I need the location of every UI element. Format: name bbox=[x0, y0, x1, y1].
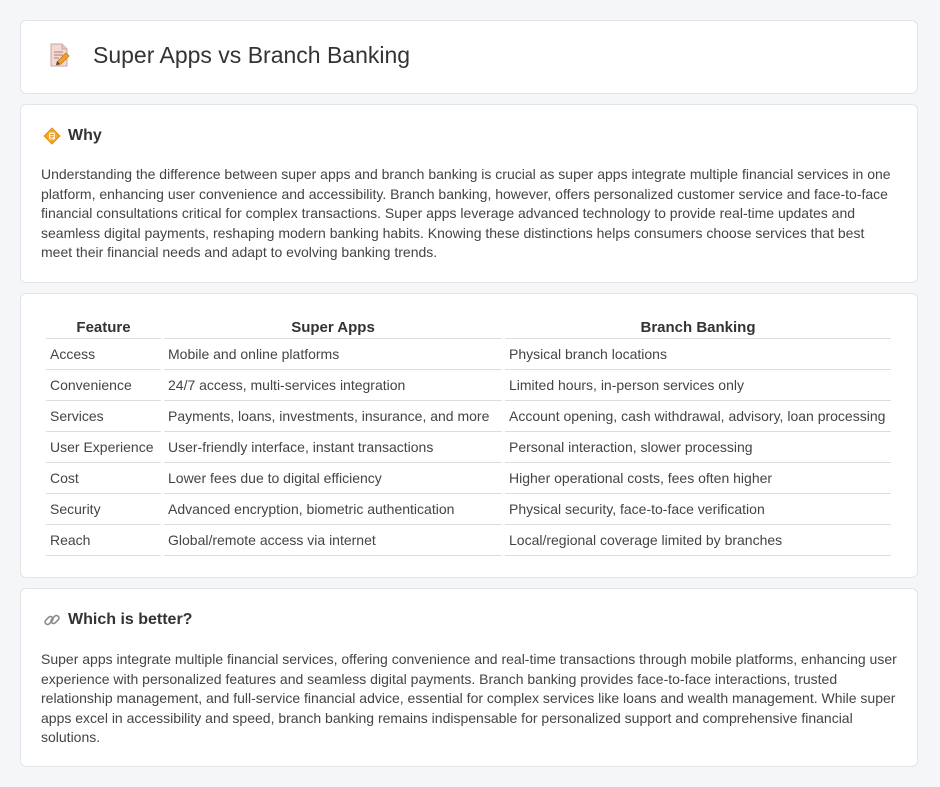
cell-feature: Access bbox=[46, 339, 161, 370]
why-heading: Why bbox=[68, 127, 102, 144]
cell-feature: Reach bbox=[46, 525, 161, 556]
table-row bbox=[46, 463, 891, 494]
table-row bbox=[46, 525, 891, 556]
better-heading: Which is better? bbox=[68, 611, 193, 628]
cell-super-apps: 24/7 access, multi-services integration bbox=[164, 370, 502, 401]
table-row bbox=[46, 432, 891, 463]
why-card bbox=[20, 104, 918, 283]
cell-branch-banking: Physical security, face-to-face verification bbox=[505, 494, 891, 525]
cell-branch-banking: Limited hours, in-person services only bbox=[505, 370, 891, 401]
header-feature: Feature bbox=[46, 316, 161, 339]
title-card bbox=[20, 20, 918, 94]
cell-super-apps: Payments, loans, investments, insurance, and more bbox=[164, 401, 502, 432]
cell-branch-banking: Higher operational costs, fees often higher bbox=[505, 463, 891, 494]
cell-feature: Services bbox=[46, 401, 161, 432]
better-card bbox=[20, 588, 918, 767]
cell-branch-banking: Local/regional coverage limited by branches bbox=[505, 525, 891, 556]
cell-branch-banking: Personal interaction, slower processing bbox=[505, 432, 891, 463]
cell-feature: Convenience bbox=[46, 370, 161, 401]
cell-super-apps: Advanced encryption, biometric authentication bbox=[164, 494, 502, 525]
why-text: Understanding the difference between super apps and branch banking is crucial as super apps integrate multiple financial services in one platform, enhancing user convenience and accessibility. Branch banking, however, offers personalized customer service and face-to-face financial consultations critical for complex transactions. Super apps leverage advanced technology to provide real-time updates and seamless digital payments, reshaping modern banking habits. Knowing these distinctions helps consumers choose services that best meet their financial needs and adapt to evolving banking trends. bbox=[41, 166, 891, 260]
cell-super-apps: Mobile and online platforms bbox=[164, 339, 502, 370]
cell-feature: Cost bbox=[46, 463, 161, 494]
cell-super-apps: Global/remote access via internet bbox=[164, 525, 502, 556]
header-super-apps: Super Apps bbox=[164, 316, 502, 339]
table-header-row bbox=[46, 316, 891, 339]
cell-branch-banking: Physical branch locations bbox=[505, 339, 891, 370]
comparison-table bbox=[43, 316, 894, 556]
comparison-card bbox=[20, 293, 918, 578]
why-heading-row bbox=[43, 127, 102, 145]
cell-feature: User Experience bbox=[46, 432, 161, 463]
table-row bbox=[46, 401, 891, 432]
better-text: Super apps integrate multiple financial services, offering convenience and real-time transactions through mobile platforms, enhancing user experience with personalized features and seamless digital payments. Branch banking provides face-to-face interactions, trusted relationship management, and full-service financial advice, essential for complex services like loans and wealth management. While super apps excel in accessibility and speed, branch banking remains indispensable for personalized support and comprehensive financial solutions. bbox=[41, 651, 897, 745]
link-icon bbox=[43, 611, 61, 629]
cell-branch-banking: Account opening, cash withdrawal, advisory, loan processing bbox=[505, 401, 891, 432]
title-row bbox=[45, 41, 410, 69]
table-row bbox=[46, 494, 891, 525]
cell-super-apps: Lower fees due to digital efficiency bbox=[164, 463, 502, 494]
page-title: Super Apps vs Branch Banking bbox=[93, 41, 411, 68]
cell-super-apps: User-friendly interface, instant transactions bbox=[164, 432, 502, 463]
cell-feature: Security bbox=[46, 494, 161, 525]
diamond-warning-icon bbox=[43, 127, 61, 145]
better-heading-row bbox=[43, 611, 192, 629]
table-row bbox=[46, 370, 891, 401]
header-branch-banking: Branch Banking bbox=[505, 316, 891, 339]
table-row bbox=[46, 339, 891, 370]
document-pencil-icon bbox=[45, 41, 73, 69]
